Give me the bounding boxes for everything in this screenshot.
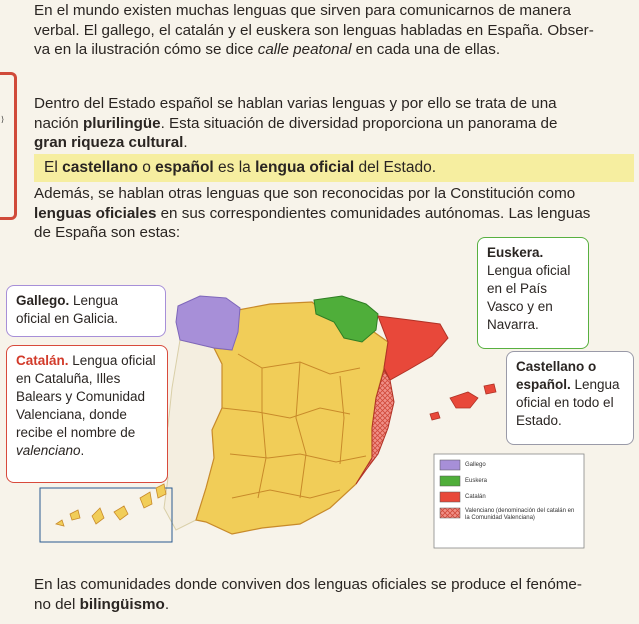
legend-swatch-valenciano [440, 508, 460, 518]
bilingualism-paragraph [34, 575, 634, 614]
plurilingue-term: plurilingüe [82, 114, 161, 132]
bilinguismo-term: bilingüismo [79, 595, 165, 613]
calle-peatonal-em: calle peatonal [257, 41, 352, 58]
plurilingual-paragraph [34, 94, 634, 153]
legend-label-catalan: Catalán [465, 494, 486, 500]
callout-gallego-text: Lengua oficial en Galicia. [16, 293, 119, 326]
cataluna-region [378, 316, 448, 380]
callout-castellano-text: Lengua oficial en todo el Estado. [516, 377, 620, 428]
callout-catalan [6, 345, 168, 483]
intro-line-3-end: en cada una de ellas. [351, 41, 501, 58]
plurilingual-line-2-post: . Esta situación de diversidad proporciona un panorama de [160, 114, 558, 132]
callout-castellano-title: Castellano o español. [516, 359, 597, 392]
official-line-2: en sus correspondientes comunidades autónomas. Las lenguas [156, 204, 591, 222]
valenciano-em: valenciano [16, 443, 81, 458]
callout-catalan-text: Lengua oficial en Cataluña, Illes Balears y Comunidad Valenciana, donde recibe el nombre de [16, 353, 156, 440]
callout-catalan-end: . [80, 443, 85, 458]
lenguas-oficiales-term: lenguas oficiales [34, 204, 157, 222]
plurilingual-line-2-pre: nación [34, 114, 83, 132]
official-languages-paragraph [34, 184, 634, 243]
intro-line-2: verbal. El gallego, el catalán y el euskera son lenguas habladas en España. Obser- [34, 21, 594, 39]
bilingualism-line-2-pre: no del [34, 595, 80, 613]
callout-castellano [506, 351, 634, 445]
lengua-oficial-term: lengua oficial [255, 159, 355, 176]
callout-gallego [6, 285, 166, 337]
highlight-post: del Estado. [354, 159, 436, 176]
official-line-3: de España son estas: [34, 224, 181, 241]
intro-line-1: En el mundo existen muchas lenguas que sirven para comunicarnos de manera [34, 2, 571, 19]
plurilingual-line-3-end: . [183, 134, 188, 151]
callout-gallego-title: Gallego. [16, 293, 70, 308]
legend-swatch-gallego [440, 460, 460, 470]
highlight-mid-2: es la [213, 159, 256, 176]
riqueza-cultural-term: gran riqueza cultural [34, 134, 184, 151]
callout-euskera [477, 237, 589, 349]
espanol-term: español [155, 159, 214, 176]
intro-line-3: va en la ilustración cómo se dice [34, 41, 258, 58]
bilingualism-line-2-end: . [164, 595, 170, 613]
plurilingual-line-1: Dentro del Estado español se hablan varias lenguas y por ello se trata de una [34, 95, 557, 112]
canarias-inset [40, 488, 172, 542]
bilingualism-line-1: En las comunidades donde conviven dos lenguas oficiales se produce el fenóme- [34, 576, 582, 593]
castellano-term: castellano [62, 159, 138, 176]
highlight-mid-1: o [137, 159, 156, 176]
canarias-islands [56, 484, 166, 526]
callout-euskera-title: Euskera. [487, 245, 544, 260]
intro-paragraph [34, 1, 634, 60]
callout-euskera-text: Lengua oficial en el País Vasco y en Navarra. [487, 263, 571, 332]
legend-swatch-euskera [440, 476, 460, 486]
official-language-highlight [34, 154, 634, 182]
legend-label-valenciano: Valenciano (denominación del catalán en la Comunidad Valenciana) [465, 508, 575, 521]
legend-label-euskera: Euskera [465, 478, 488, 484]
official-line-1: Además, se hablan otras lenguas que son reconocidas por la Constitución como [34, 185, 576, 202]
callout-catalan-title: Catalán. [16, 353, 69, 368]
legend-label-gallego: Gallego [465, 462, 486, 468]
legend-swatch-catalan [440, 492, 460, 502]
page-edge-tab [0, 72, 17, 220]
edge-tab-mark: ⟩ [1, 115, 5, 124]
highlight-pre: El [44, 159, 63, 176]
baleares-islands [430, 384, 496, 420]
